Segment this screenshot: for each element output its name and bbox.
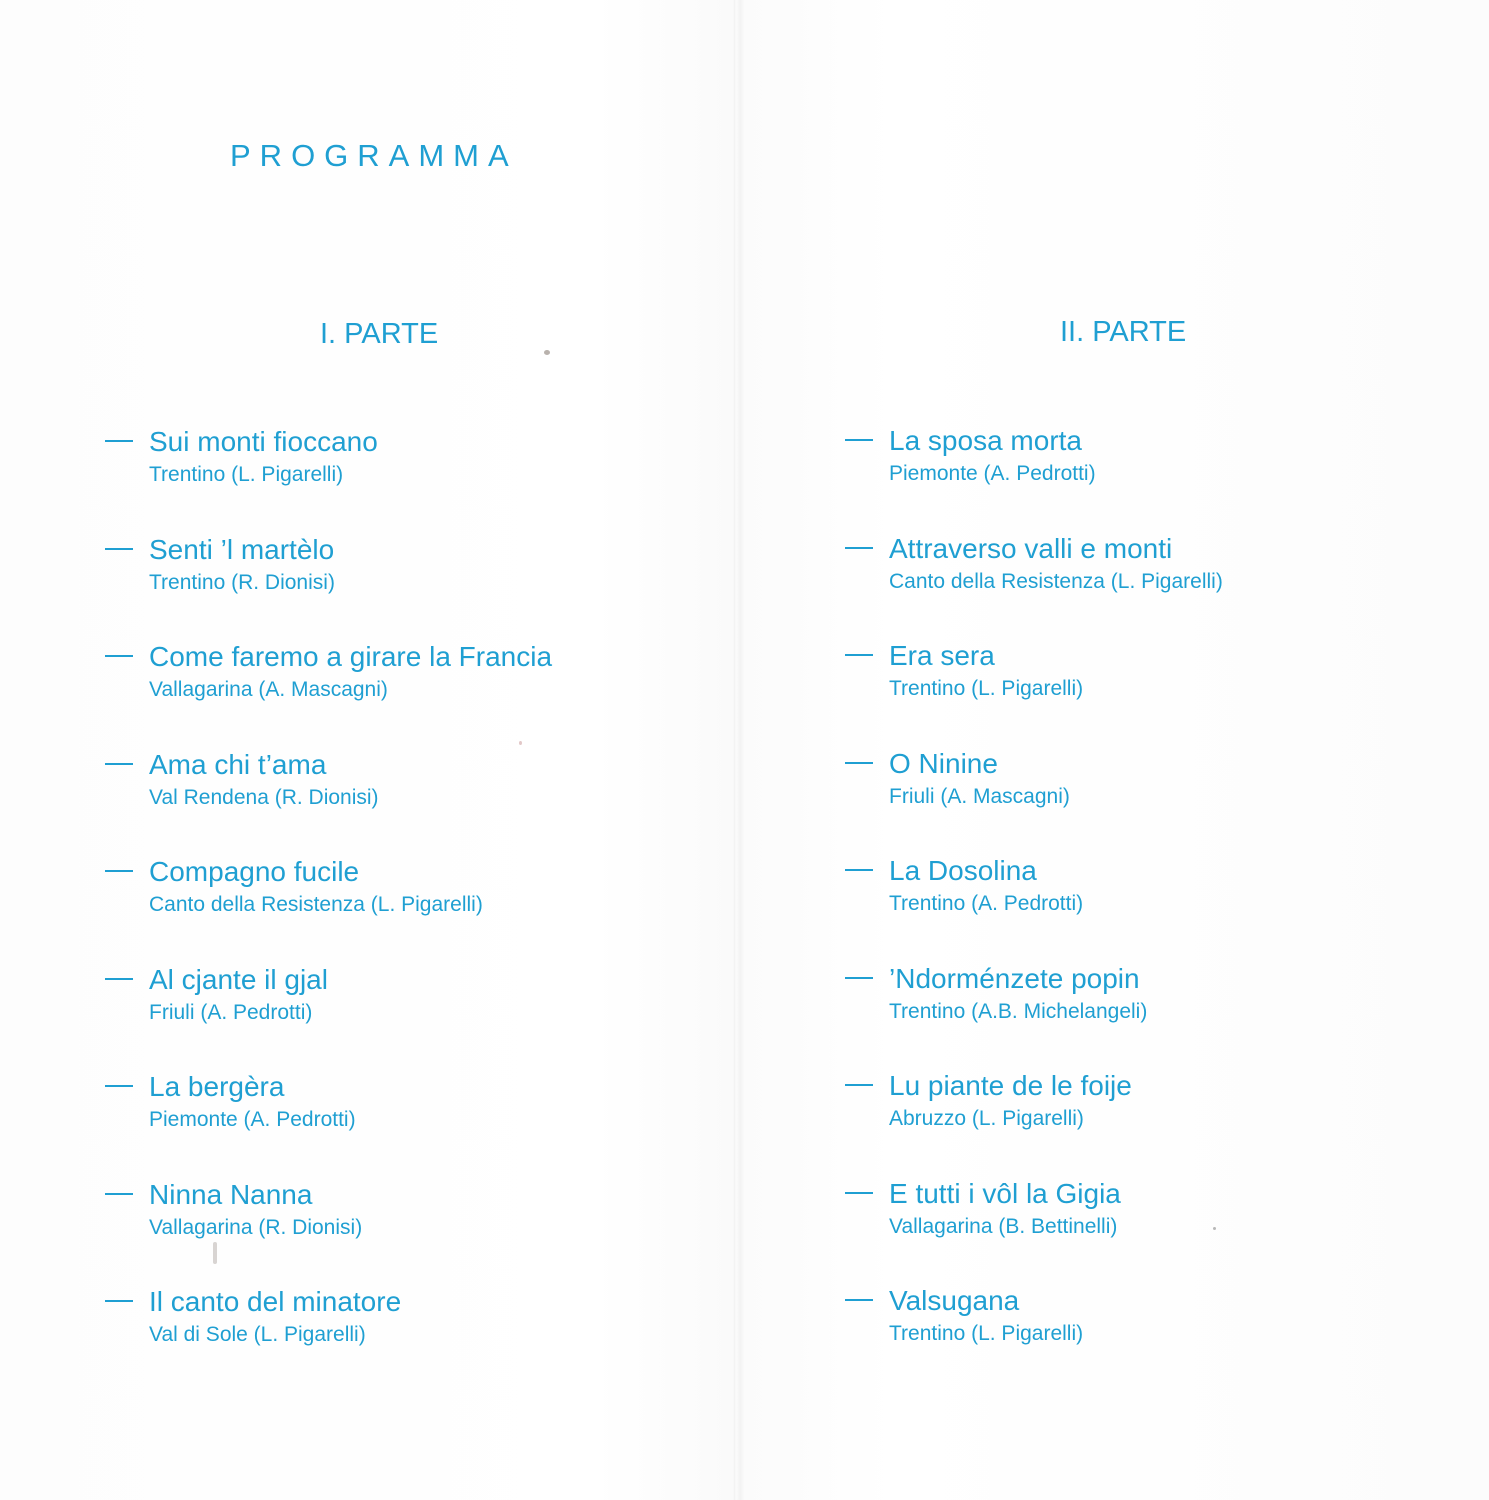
song-credit: Abruzzo (L. Pigarelli) [889, 1107, 1084, 1130]
song-credit: Vallagarina (A. Mascagni) [149, 678, 388, 701]
dash-mark [845, 1192, 873, 1194]
song-title: La Dosolina [889, 855, 1037, 886]
list-item [845, 961, 1223, 1069]
song-credit: Val Rendena (R. Dionisi) [149, 785, 379, 809]
song-credit: Vallagarina (R. Dionisi) [149, 1215, 363, 1239]
song-title: Sui monti fioccano [149, 426, 378, 457]
song-title: Senti ’l martèlo [149, 533, 335, 565]
list-item [105, 1284, 552, 1392]
dash-mark [105, 763, 133, 765]
song-title: La bergèra [149, 1071, 285, 1102]
song-credit: Trentino (A. Pedrotti) [889, 892, 1084, 915]
dash-mark [845, 977, 873, 979]
dash-mark [105, 1193, 133, 1195]
list-item [105, 639, 552, 747]
song-title: E tutti i vôl la Gigia [889, 1177, 1121, 1209]
song-title: Ama chi t’ama [149, 748, 327, 780]
list-item [845, 1068, 1223, 1176]
dash-mark [845, 439, 873, 441]
song-title: Era sera [889, 640, 995, 671]
song-credit: Val di Sole (L. Pigarelli) [149, 1323, 366, 1346]
part-two-list [845, 423, 1223, 1391]
song-credit: Friuli (A. Mascagni) [889, 784, 1070, 808]
list-item [105, 854, 552, 962]
list-item [105, 1177, 552, 1285]
song-credit: Piemonte (A. Pedrotti) [889, 462, 1096, 485]
dash-mark [105, 655, 133, 657]
song-credit: Trentino (A.B. Michelangeli) [889, 999, 1148, 1023]
part-one-heading: I. PARTE [320, 318, 439, 350]
dash-mark [845, 869, 873, 871]
song-title: Al cjante il gjal [149, 963, 328, 995]
dash-mark [845, 762, 873, 764]
list-item [105, 1069, 552, 1177]
dash-mark [845, 1299, 873, 1301]
list-item [845, 746, 1223, 854]
song-credit: Trentino (L. Pigarelli) [149, 463, 344, 486]
paper-speck [213, 1242, 217, 1264]
song-title: Valsugana [889, 1285, 1020, 1316]
song-title: O Ninine [889, 747, 998, 779]
dash-mark [105, 978, 133, 980]
list-item [845, 638, 1223, 746]
dash-mark [845, 1084, 873, 1086]
page-fold [733, 0, 736, 1500]
song-credit: Friuli (A. Pedrotti) [149, 1000, 313, 1024]
list-item [845, 423, 1223, 531]
song-title: ’Ndorménzete popin [889, 962, 1140, 994]
list-item [105, 962, 552, 1070]
song-credit: Trentino (R. Dionisi) [149, 570, 335, 594]
list-item [845, 853, 1223, 961]
paper-speck [544, 350, 550, 355]
song-credit: Trentino (L. Pigarelli) [889, 677, 1084, 700]
dash-mark [105, 1085, 133, 1087]
dash-mark [105, 548, 133, 550]
song-title: Il canto del minatore [149, 1286, 402, 1317]
song-credit: Canto della Resistenza (L. Pigarelli) [149, 893, 483, 916]
song-title: Attraverso valli e monti [889, 532, 1173, 564]
list-item [105, 424, 552, 532]
list-item [845, 1176, 1223, 1284]
list-item [105, 747, 552, 855]
song-credit: Canto della Resistenza (L. Pigarelli) [889, 569, 1223, 593]
song-title: Lu piante de le foije [889, 1070, 1132, 1101]
list-item [845, 1283, 1223, 1391]
dash-mark [105, 1300, 133, 1302]
song-title: Come faremo a girare la Francia [149, 641, 553, 672]
part-one-list [105, 424, 552, 1392]
paper-speck [1213, 1227, 1216, 1230]
song-credit: Trentino (L. Pigarelli) [889, 1322, 1084, 1345]
song-title: La sposa morta [889, 425, 1082, 456]
paper-speck [519, 741, 522, 745]
part-two-heading: II. PARTE [1060, 316, 1187, 348]
song-title: Compagno fucile [149, 856, 360, 887]
song-credit: Piemonte (A. Pedrotti) [149, 1108, 356, 1131]
page-title: PROGRAMMA [230, 138, 518, 173]
list-item [845, 531, 1223, 639]
song-credit: Vallagarina (B. Bettinelli) [889, 1214, 1118, 1238]
list-item [105, 532, 552, 640]
dash-mark [105, 440, 133, 442]
dash-mark [105, 870, 133, 872]
dash-mark [845, 547, 873, 549]
dash-mark [845, 654, 873, 656]
song-title: Ninna Nanna [149, 1178, 313, 1210]
